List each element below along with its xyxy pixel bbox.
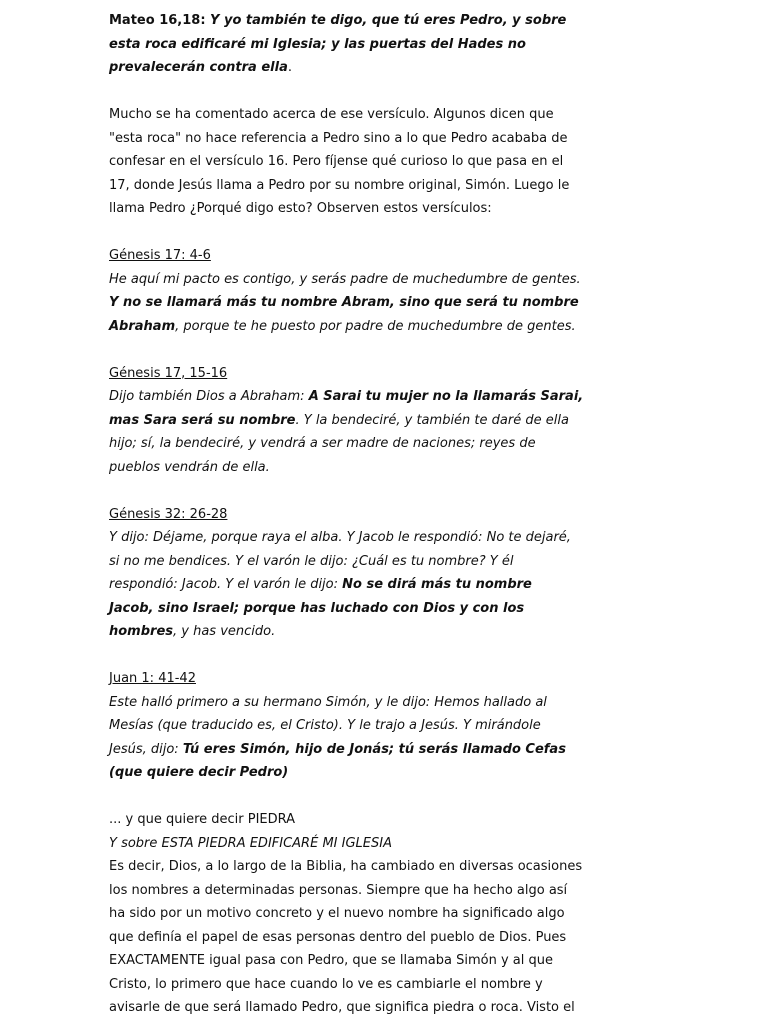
genesis-17-4-line-1: He aquí mi pacto es contigo, y serás padre de muchedumbre de gentes. xyxy=(109,271,581,287)
juan-section xyxy=(109,667,589,785)
closing-body-line: EXACTAMENTE igual pasa con Pedro, que se llamaba Simón y al que xyxy=(109,953,553,968)
genesis-32-line-4: Jacob, sino Israel; porque has luchado con Dios y con los xyxy=(109,600,525,616)
mateo-quote-1: Y yo también te digo, que tú eres Pedro, y sobre xyxy=(205,13,567,28)
mateo-quote-2: esta roca edificaré mi Iglesia; y las puertas del Hades no xyxy=(109,36,526,52)
intro-line: 17, donde Jesús llama a Pedro por su nombre original, Simón. Luego le xyxy=(109,177,570,193)
intro-line: Mucho se ha comentado acerca de ese versículo. Algunos dicen que xyxy=(109,107,554,122)
intro-line: confesar en el versículo 16. Pero fíjense qué curioso lo que pasa en el xyxy=(109,154,564,169)
genesis-17-15-line-1: Dijo también Dios a Abraham: A Sarai tu mujer no la llamarás Sarai, xyxy=(109,389,584,404)
mateo-paragraph xyxy=(109,9,589,80)
juan-line-3: Jesús, dijo: Tú eres Simón, hijo de Jonás; tú serás llamado Cefas xyxy=(109,741,566,757)
genesis-32-line-2: si no me bendices. Y el varón le dijo: ¿Cuál es tu nombre? Y él xyxy=(109,553,514,569)
genesis-32-line-3: respondió: Jacob. Y el varón le dijo: No se dirá más tu nombre xyxy=(109,577,532,592)
juan-line-1: Este halló primero a su hermano Simón, y le dijo: Hemos hallado al xyxy=(109,694,547,710)
mateo-period: . xyxy=(287,60,292,75)
genesis-17-4-reference: Génesis 17: 4-6 xyxy=(109,248,211,263)
intro-paragraph xyxy=(109,103,589,221)
mateo-line-2 xyxy=(109,33,589,57)
closing-body-line: Cristo, lo primero que hace cuando lo ve es cambiarle el nombre y xyxy=(109,976,543,992)
closing-body-line: Es decir, Dios, a lo largo de la Biblia, ha cambiado en diversas ocasiones xyxy=(109,859,583,874)
juan-line-4: (que quiere decir Pedro) xyxy=(109,765,289,780)
closing-body-line: avisarle de que será llamado Pedro, que significa piedra o roca. Visto el xyxy=(109,1000,575,1015)
mateo-line-3 xyxy=(109,56,589,80)
juan-reference: Juan 1: 41-42 xyxy=(109,671,196,686)
genesis-32-section xyxy=(109,503,589,644)
closing-body-line: ha sido por un motivo concreto y el nuevo nombre ha significado algo xyxy=(109,906,565,921)
closing-body-line: que definía el papel de esas personas dentro del pueblo de Dios. Pues xyxy=(109,929,567,945)
genesis-32-reference: Génesis 32: 26-28 xyxy=(109,506,228,522)
genesis-17-4-line-2: Y no se llamará más tu nombre Abram, sino que será tu nombre xyxy=(109,295,579,310)
genesis-17-4-line-3: Abraham, porque te he puesto por padre de muchedumbre de gentes. xyxy=(109,318,576,334)
genesis-17-15-reference: Génesis 17, 15-16 xyxy=(109,365,228,381)
closing-line-1: ... y que quiere decir PIEDRA xyxy=(109,812,296,827)
closing-line-2: Y sobre ESTA PIEDRA EDIFICARÉ MI IGLESIA xyxy=(109,835,392,851)
closing-paragraph xyxy=(109,808,589,1020)
mateo-reference: Mateo 16,18: xyxy=(109,13,206,28)
intro-line: llama Pedro ¿Porqué digo esto? Observen estos versículos: xyxy=(109,201,492,216)
genesis-17-15-line-4: pueblos vendrán de ella. xyxy=(109,459,270,475)
genesis-32-line-1: Y dijo: Déjame, porque raya el alba. Y Jacob le respondió: No te dejaré, xyxy=(109,530,571,545)
mateo-line-1 xyxy=(109,9,589,33)
genesis-17-15-line-2: mas Sara será su nombre. Y la bendeciré, y también te daré de ella xyxy=(109,412,569,428)
closing-body-line: los nombres a determinadas personas. Siempre que ha hecho algo así xyxy=(109,882,568,898)
juan-line-2: Mesías (que traducido es, el Cristo). Y le trajo a Jesús. Y mirándole xyxy=(109,718,541,733)
mateo-quote-3: prevalecerán contra ella xyxy=(109,60,288,75)
document-page xyxy=(109,9,589,1020)
genesis-17-4-section xyxy=(109,244,589,338)
genesis-17-15-line-3: hijo; sí, la bendeciré, y vendrá a ser madre de naciones; reyes de xyxy=(109,436,536,451)
genesis-32-line-5: hombres, y has vencido. xyxy=(109,624,276,639)
intro-line: "esta roca" no hace referencia a Pedro sino a lo que Pedro acababa de xyxy=(109,130,568,146)
genesis-17-15-section xyxy=(109,362,589,480)
